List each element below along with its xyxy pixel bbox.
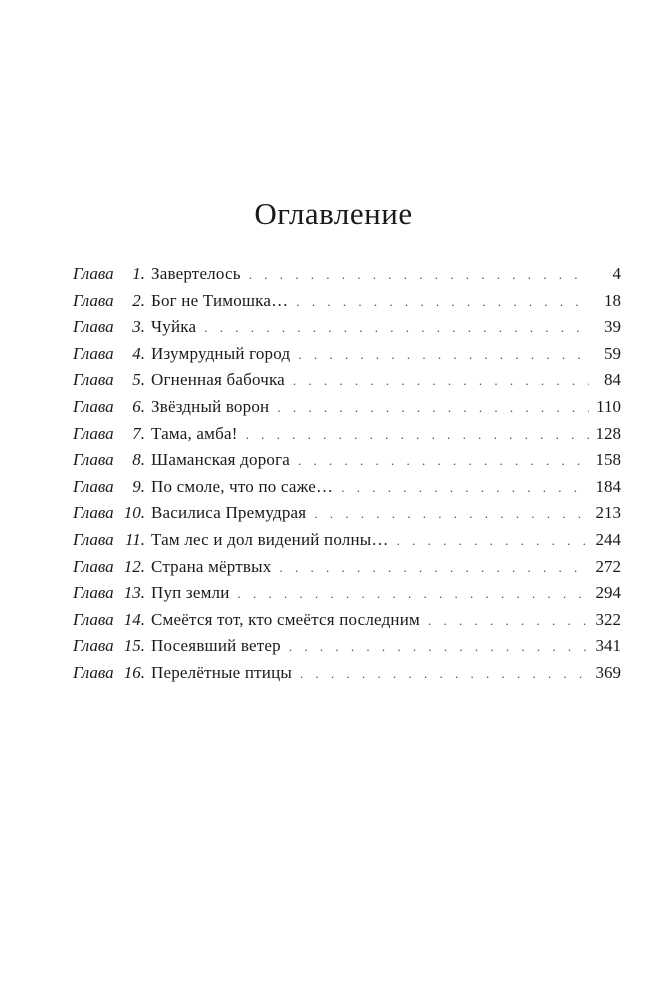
chapter-number: 11. [125, 529, 145, 549]
toc-entry [73, 610, 621, 637]
chapter-word: Глава [73, 370, 114, 390]
chapter-number: 5. [132, 370, 145, 390]
chapter-title: Шаманская дорога [151, 450, 291, 470]
page-number: 341 [595, 636, 621, 656]
page-number: 294 [595, 583, 621, 603]
page-number: 184 [595, 476, 621, 496]
page-number: 369 [595, 662, 621, 682]
chapter-title: Звёздный ворон [151, 396, 270, 416]
chapter-number: 1. [132, 264, 145, 283]
dot-leader [397, 533, 589, 549]
chapter-title: Посеявший ветер [151, 636, 281, 656]
chapter-number: 7. [132, 423, 145, 443]
chapter-title: Перелётные птицы [151, 662, 292, 682]
page-number: 110 [596, 396, 621, 416]
dot-leader [246, 427, 589, 443]
toc-entry [73, 424, 621, 451]
chapter-number: 6. [132, 396, 145, 416]
chapter-number: 12. [123, 556, 145, 576]
dot-leader [249, 267, 589, 283]
chapter-word: Глава [73, 503, 114, 523]
chapter-number: 3. [132, 317, 145, 337]
toc-entry [73, 557, 621, 584]
toc-entry [73, 477, 621, 504]
toc-entry [73, 583, 621, 610]
chapter-title: Чуйка [151, 317, 197, 337]
page-number: 59 [604, 343, 621, 363]
chapter-word: Глава [73, 609, 114, 629]
chapter-number: 13. [123, 583, 145, 603]
dot-leader [314, 506, 589, 522]
chapter-word: Глава [73, 636, 114, 656]
chapter-word: Глава [73, 476, 114, 496]
chapter-word: Глава [73, 396, 114, 416]
dot-leader [289, 639, 589, 655]
page-number: 158 [595, 450, 621, 470]
chapter-title: Бог не Тимошка… [151, 290, 289, 310]
page-number: 84 [604, 370, 621, 390]
chapter-word: Глава [73, 529, 114, 549]
chapter-title: Страна мёртвых [151, 556, 272, 576]
chapter-title: Огненная бабочка [151, 370, 285, 390]
toc-entry [73, 663, 621, 690]
dot-leader [428, 613, 589, 629]
page-number: 18 [604, 290, 621, 310]
toc-entry [73, 397, 621, 424]
page-number: 128 [595, 423, 621, 443]
toc-entry [73, 503, 621, 530]
page-number: 213 [595, 503, 621, 523]
chapter-word: Глава [73, 423, 114, 443]
chapter-number: 4. [132, 343, 145, 363]
chapter-word: Глава [73, 343, 114, 363]
chapter-title: Изумрудный город [151, 343, 291, 363]
dot-leader [238, 586, 589, 602]
toc-entry [73, 317, 621, 344]
toc-entry [73, 264, 621, 291]
dot-leader [277, 400, 589, 416]
dot-leader [279, 560, 589, 576]
dot-leader [300, 666, 589, 682]
page-number: 244 [595, 529, 621, 549]
chapter-number: 14. [123, 609, 145, 629]
toc-entry [73, 636, 621, 663]
dot-leader [341, 480, 589, 496]
dot-leader [298, 347, 589, 363]
toc-entry [73, 291, 621, 318]
toc-entry [73, 530, 621, 557]
chapter-word: Глава [73, 662, 114, 682]
chapter-word: Глава [73, 450, 114, 470]
chapter-word: Глава [73, 583, 114, 603]
chapter-number: 2. [132, 290, 145, 310]
page-number: 322 [595, 609, 621, 629]
chapter-title: Пуп земли [151, 583, 230, 603]
chapter-number: 10. [123, 503, 145, 523]
dot-leader [298, 453, 589, 469]
chapter-title: Там лес и дол видений полны… [151, 529, 389, 549]
chapter-title: Василиса Премудрая [151, 503, 307, 523]
toc-heading: Оглавление [254, 196, 413, 231]
toc-entry [73, 344, 621, 371]
chapter-number: 16. [123, 662, 145, 682]
dot-leader [296, 294, 589, 310]
chapter-word: Глава [73, 317, 114, 337]
chapter-word: Глава [73, 264, 114, 283]
chapter-title: Тама, амба! [151, 423, 238, 443]
chapter-number: 15. [123, 636, 145, 656]
chapter-word: Глава [73, 290, 114, 310]
dot-leader [204, 320, 589, 336]
page-number: 4 [612, 264, 621, 283]
toc-entry [73, 450, 621, 477]
chapter-title: Смеётся тот, кто смеётся последним [151, 609, 420, 629]
page-number: 272 [595, 556, 621, 576]
page-number: 39 [604, 317, 621, 337]
toc-list [73, 264, 621, 690]
chapter-title: По смоле, что по саже… [151, 476, 334, 496]
chapter-word: Глава [73, 556, 114, 576]
chapter-number: 8. [132, 450, 145, 470]
dot-leader [293, 373, 589, 389]
chapter-number: 9. [132, 476, 145, 496]
toc-entry [73, 370, 621, 397]
chapter-title: Завертелось [151, 264, 241, 283]
